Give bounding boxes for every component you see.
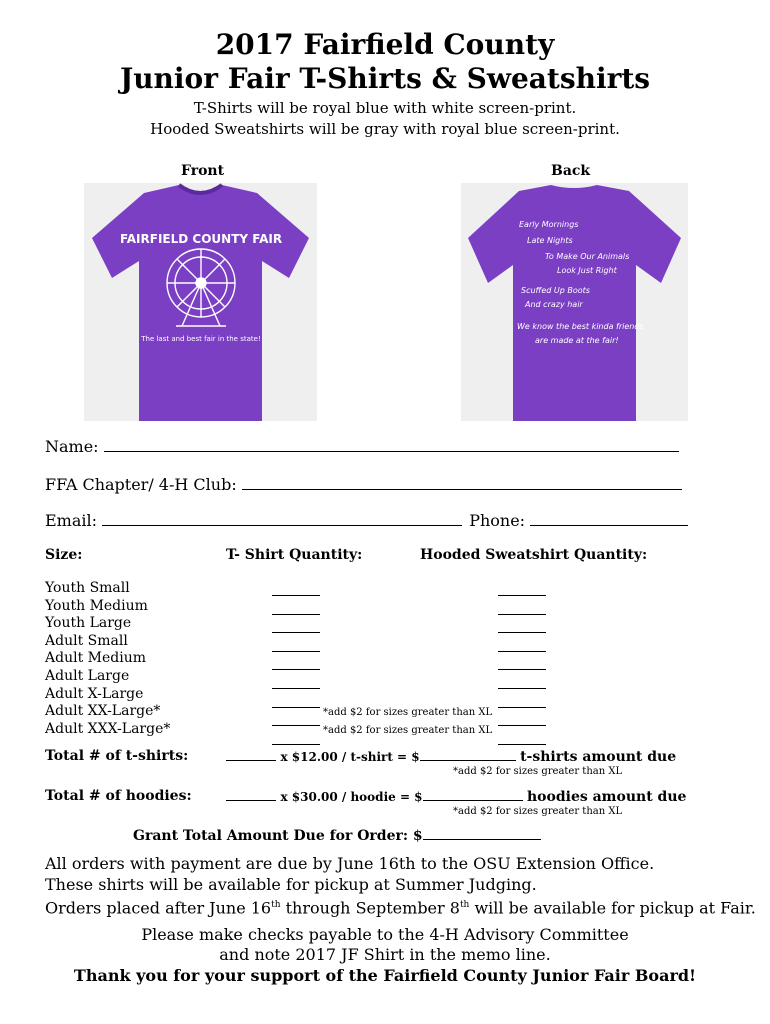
tshirt-qty-adult-xxx-large[interactable]	[272, 733, 320, 745]
total-hoodies-row	[226, 788, 686, 805]
front-shirt-text-top: FAIRFIELD COUNTY FAIR	[119, 232, 283, 246]
size-adult-large: Adult Large	[45, 667, 130, 684]
hoodie-qty-adult-xx-large[interactable]	[498, 714, 546, 726]
tshirt-price-calc: x $12.00 / t-shirt = $	[280, 750, 420, 764]
tshirt-qty-adult-medium[interactable]	[272, 658, 320, 670]
tshirt-amount-input[interactable]	[420, 748, 516, 761]
tshirt-qty-youth-large[interactable]	[272, 621, 320, 633]
name-row	[45, 437, 679, 456]
front-shirt-text-bottom: The last and best fair in the state!	[141, 335, 261, 343]
grand-total-input[interactable]	[423, 827, 541, 840]
size-adult-small: Adult Small	[45, 632, 128, 649]
footer-line-3: Orders placed after June 16th through September 8th will be available for pickup at Fair.	[45, 898, 756, 918]
club-input[interactable]	[242, 475, 682, 490]
total-tshirts-row	[226, 748, 676, 765]
hoodie-qty-youth-small[interactable]	[498, 584, 546, 596]
tshirt-qty-adult-x-large[interactable]	[272, 696, 320, 708]
club-label: FFA Chapter/ 4-H Club:	[45, 475, 237, 494]
size-adult-x-large: Adult X-Large	[45, 685, 144, 702]
size-youth-large: Youth Large	[45, 615, 132, 632]
back-label: Back	[551, 163, 591, 179]
back-text-7: We know the best kinda friends	[517, 322, 644, 331]
back-text-5: Scuffed Up Boots	[521, 286, 590, 295]
title-line-1: 2017 Fairfield County	[215, 28, 555, 61]
payable-line-1: Please make checks payable to the 4-H Advisory Committee	[141, 925, 629, 944]
front-label: Front	[181, 163, 225, 179]
hoodie-qty-youth-large[interactable]	[498, 621, 546, 633]
total-tshirts-count-input[interactable]	[226, 748, 276, 761]
back-text-1: Early Mornings	[519, 220, 579, 229]
phone-input[interactable]	[530, 511, 688, 526]
payable-line-2: and note 2017 JF Shirt in the memo line.	[219, 945, 551, 964]
total-hoodies-count-input[interactable]	[226, 788, 276, 801]
surcharge-note-xx: *add $2 for sizes greater than XL	[323, 707, 493, 718]
email-input[interactable]	[102, 511, 462, 526]
phone-label: Phone:	[469, 511, 526, 530]
grand-total-label: Grant Total Amount Due for Order: $	[133, 828, 423, 844]
tshirt-quantity-header: T- Shirt Quantity:	[226, 547, 363, 563]
back-text-8: are made at the fair!	[535, 336, 619, 345]
size-youth-medium: Youth Medium	[45, 597, 148, 614]
thank-you-line: Thank you for your support of the Fairfield County Junior Fair Board!	[73, 966, 697, 985]
tshirt-amount-due-label: t-shirts amount due	[520, 749, 677, 765]
hoodie-amount-input[interactable]	[423, 788, 523, 801]
tshirt-qty-youth-medium[interactable]	[272, 603, 320, 615]
club-row	[45, 475, 682, 494]
description-line-2: Hooded Sweatshirts will be gray with royal blue screen-print.	[150, 120, 620, 138]
name-input[interactable]	[104, 437, 679, 452]
hoodie-qty-adult-large[interactable]	[498, 677, 546, 689]
hoodie-qty-adult-small[interactable]	[498, 640, 546, 652]
description-line-1: T-Shirts will be royal blue with white screen-print.	[193, 99, 577, 117]
email-row	[45, 511, 688, 530]
hoodie-quantity-header: Hooded Sweatshirt Quantity:	[420, 547, 648, 563]
front-shirt-image	[84, 183, 317, 421]
size-youth-small: Youth Small	[45, 580, 130, 596]
size-adult-xxx-large: Adult XXX-Large*	[45, 720, 171, 737]
hoodie-amount-due-label: hoodies amount due	[526, 789, 687, 805]
hoodie-price-calc: x $30.00 / hoodie = $	[280, 790, 423, 804]
hoodie-qty-adult-medium[interactable]	[498, 658, 546, 670]
back-text-3: To Make Our Animals	[545, 252, 630, 261]
hoodie-qty-adult-xxx-large[interactable]	[498, 733, 546, 745]
email-label: Email:	[45, 511, 98, 530]
footer-info	[45, 853, 756, 918]
surcharge-note-xxx: *add $2 for sizes greater than XL	[323, 725, 493, 736]
back-text-6: And crazy hair	[525, 300, 583, 309]
tshirt-total-note: *add $2 for sizes greater than XL	[453, 766, 623, 777]
size-header: Size:	[45, 547, 83, 563]
grand-total-row	[133, 827, 541, 844]
total-tshirts-label: Total # of t-shirts:	[45, 748, 189, 764]
back-text-2: Late Nights	[527, 236, 573, 245]
tshirt-qty-youth-small[interactable]	[272, 584, 320, 596]
hoodie-quantity-column	[498, 584, 546, 751]
tshirt-qty-adult-xx-large[interactable]	[272, 714, 320, 726]
tshirt-qty-adult-large[interactable]	[272, 677, 320, 689]
name-label: Name:	[45, 437, 99, 456]
hoodie-total-note: *add $2 for sizes greater than XL	[453, 806, 623, 817]
title-line-2: Junior Fair T-Shirts & Sweatshirts	[119, 62, 651, 95]
footer-line-1: All orders with payment are due by June 16th to the OSU Extension Office.	[45, 854, 655, 873]
tshirt-quantity-column	[272, 584, 320, 751]
back-text-4: Look Just Right	[557, 266, 617, 275]
size-adult-xx-large: Adult XX-Large*	[45, 703, 161, 720]
back-shirt-image	[461, 183, 688, 421]
hoodie-qty-adult-x-large[interactable]	[498, 696, 546, 708]
size-adult-medium: Adult Medium	[45, 650, 146, 667]
size-list	[45, 580, 170, 738]
tshirt-qty-adult-small[interactable]	[272, 640, 320, 652]
total-hoodies-label: Total # of hoodies:	[45, 788, 192, 804]
footer-line-2: These shirts will be available for pickup at Summer Judging.	[45, 875, 537, 894]
hoodie-qty-youth-medium[interactable]	[498, 603, 546, 615]
